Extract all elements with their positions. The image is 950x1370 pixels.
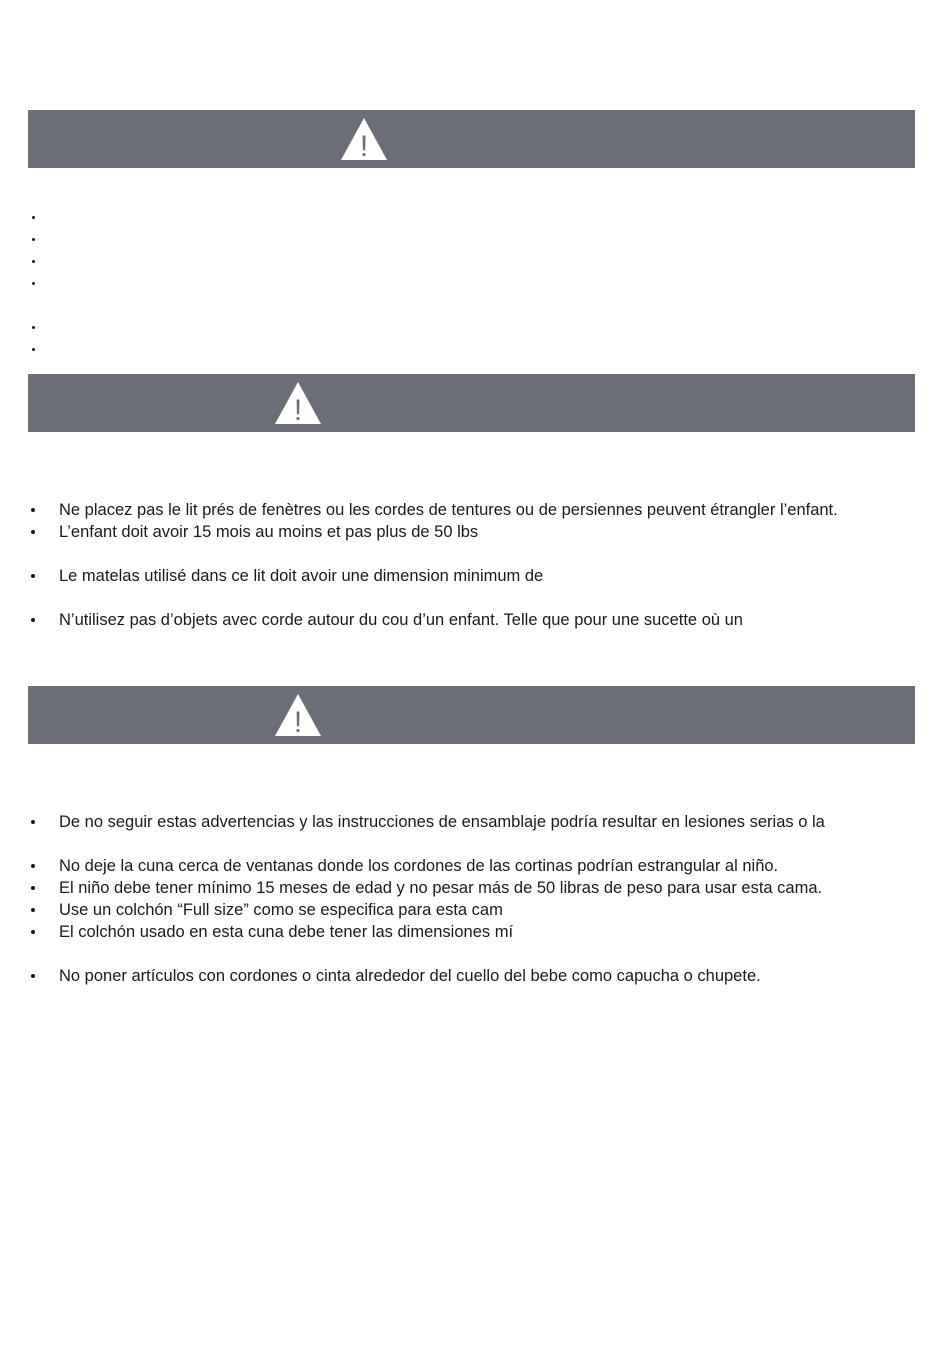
bullet-dot <box>31 930 35 934</box>
bullet-dot <box>31 886 35 890</box>
warning-triangle-icon <box>339 116 389 162</box>
bullet-dot <box>31 508 35 512</box>
bullet-dot <box>31 864 35 868</box>
warning-triangle-icon <box>273 692 323 738</box>
bullet-dot <box>32 326 35 329</box>
bullet-dot <box>31 618 35 622</box>
warning-banner-english <box>28 110 915 168</box>
bullet-dot <box>32 348 35 351</box>
warning-triangle-icon <box>273 380 323 426</box>
bullet-dot <box>31 820 35 824</box>
bullet-dot <box>31 908 35 912</box>
warning-banner-spanish <box>28 686 915 744</box>
bullet-dot <box>31 574 35 578</box>
bullet-dot <box>32 282 35 285</box>
bullet-dot <box>32 216 35 219</box>
svg-text:!: ! <box>293 706 303 738</box>
svg-text:!: ! <box>359 130 369 162</box>
warning-banner-french <box>28 374 915 432</box>
bullet-dot <box>32 260 35 263</box>
bullet-dot <box>31 974 35 978</box>
svg-text:!: ! <box>293 394 303 426</box>
bullet-dot <box>32 238 35 241</box>
bullet-dot <box>31 530 35 534</box>
